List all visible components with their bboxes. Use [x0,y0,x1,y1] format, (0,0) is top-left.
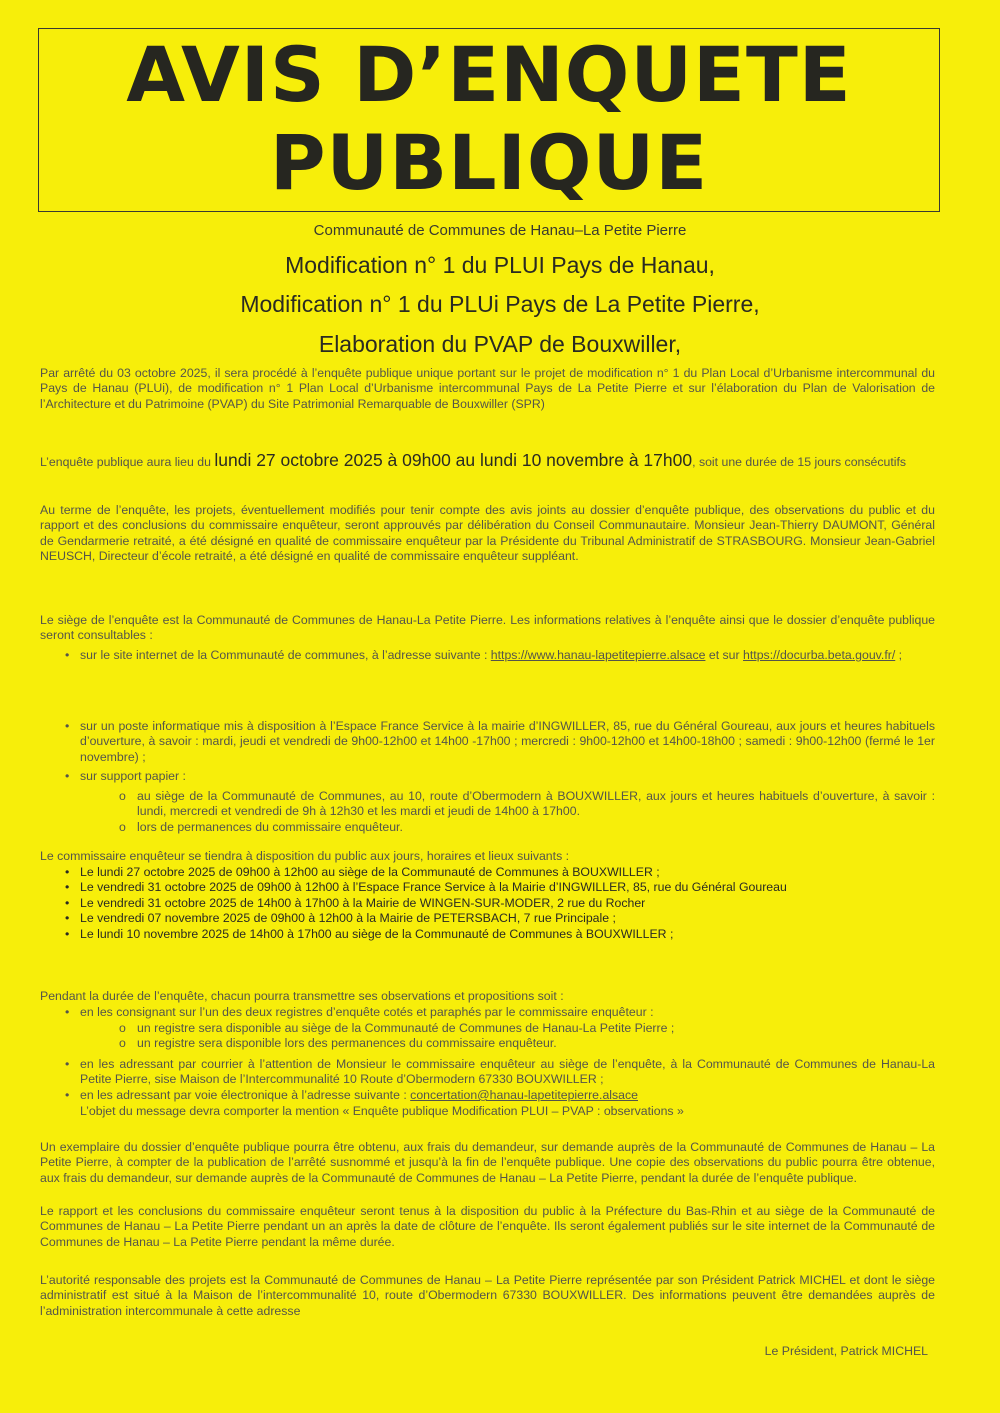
docurba-link[interactable]: https://docurba.beta.gouv.fr/ [743,648,896,662]
bullet-dot: • [65,865,70,879]
list-item [57,865,935,880]
permanence-2: Le vendredi 31 octobre 2025 de 09h00 à 12h00 à l’Espace France Service à la Mairie d’INGWILLER, 85, rue du Général Goureau [80,880,787,895]
subtitle-1: Modification n° 1 du PLUI Pays de Hanau, [285,252,715,278]
papier-sublist [97,789,935,835]
permanence-4: Le vendredi 07 novembre 2025 de 09h00 à 12h00 à la Mairie de PETERSBACH, 7 rue Principale ; [80,911,616,926]
list-item [97,789,935,820]
dates-suffix: , soit une durée de 15 jours consécutifs [692,455,907,469]
observations-registres [57,1005,935,1020]
list-item [57,911,935,926]
bullet-dot: • [65,1005,70,1019]
permanence-3: Le vendredi 31 octobre 2025 de 14h00 à 17h00 à la Mairie de WINGEN-SUR-MODER, 2 rue du Rocher [80,895,646,910]
internet-suffix: ; [895,648,903,662]
list-item [57,769,935,784]
paragraph-arrete: Par arrêté du 03 octobre 2025, il sera procédé à l’enquête publique unique portant sur le projet de modification n° 1 du Plan Local d’Urbanisme intercommunal du Pays de Hanau (PLUi), de modification n° 1 Plan Local d’Urbanisme intercommunal Pays de La Petite Pierre et sur l’élaboration du Plan de Valorisation de l’Architecture et du Patrimoine (PVAP) du Site Patrimonial Remarquable de Bouxwiller (SPR) [40,366,935,411]
list-item [57,719,935,765]
list-item [57,927,935,942]
poste-text: sur un poste informatique mis à disposition à l’Espace France Service à la mairie d’INGWILLER, 85, rue du Général Goureau, aux jours et heures habituels d’ouverture, à savoir : mardi, jeudi et vendredi de 9h00-12h00 et 14h00 -17h00 ; mercredi : 9h00-12h00 et 14h00-18h00 ; samedi : 9h00-12h00 (fermé le 1er novembre) ; [80,719,935,764]
email-prefix: en les adressant par voie électronique à l’adresse suivante : [80,1088,411,1102]
bullet-circle: o [119,819,126,834]
bullet-dot: • [65,719,70,733]
list-item [57,648,935,663]
courrier-text: en les adressant par courrier à l’attention de Monsieur le commissaire enquêteur au siège de l’enquête, à la Communauté de Communes de Hanau-La Petite Pierre, sise Maison de l’Intercommunalité 10 Route d’Obermodern 67330 BOUXWILLER ; [80,1057,935,1087]
list-item [57,1005,935,1020]
paragraph-rapport: Le rapport et les conclusions du commissaire enquêteur seront tenus à la disposition du public à la Préfecture du Bas-Rhin et au siège de la Communauté de Communes de Hanau – La Petite Pierre pendant un an après la date de clôture de l’enquête. Ils seront également publiés sur le site internet de la Communauté de Communes de Hanau – La Petite Pierre pendant la même durée. [40,1204,935,1249]
list-item [97,820,935,835]
website-link[interactable]: https://www.hanau-lapetitepierre.alsace [490,648,706,662]
permanence-1: Le lundi 27 octobre 2025 de 09h00 à 12h00 au siège de la Communauté de Communes à BOUXWILLER ; [80,865,660,879]
permanences-list [57,865,935,942]
bullet-dot: • [65,911,70,926]
email-note: L’objet du message devra comporter la mention « Enquête publique Modification PLUI – PVAP : observations » [80,1104,684,1118]
bullet-dot: • [65,1088,70,1102]
consultation-list-internet [57,648,935,663]
dates-highlight: lundi 27 octobre 2025 à 09h00 au lundi 10 novembre à 17h00 [214,450,693,470]
paragraph-commissaire-intro: Le commissaire enquêteur se tiendra à disposition du public aux jours, horaires et lieux suivants : [40,849,570,863]
registres-sublist [97,1021,935,1052]
observations-courrier [57,1057,935,1088]
bullet-dot: • [65,895,70,910]
bullet-circle: o [119,1036,126,1051]
bullet-dot: • [65,880,70,895]
papier-item-siege: au siège de la Communauté de Communes, au 10, route d’Obermodern à BOUXWILLER, aux jours et heures habituels d’ouverture, à savoir : lundi, mercredi et vendredi de 9h à 12h30 et les mardi et jeudi de 14h00 à 17h00. [137,789,935,819]
paragraph-pendant: Pendant la durée de l’enquête, chacun pourra transmettre ses observations et propositions soit : [40,989,564,1003]
dates-prefix: L’enquête publique aura lieu du [40,455,215,469]
internet-mid: et sur [705,648,744,662]
paragraph-autorite: L’autorité responsable des projets est la Communauté de Communes de Hanau – La Petite Pierre représentée par son Président Patrick MICHEL et dont le siège administratif est situé à la Maison de l’intercommunalité 10, route d’Obermodern 67330 BOUXWILLER. Des informations peuvent être demandées auprès de l’administration intercommunale à cette adresse [40,1273,935,1318]
papier-item-permanences: lors de permanences du commissaire enquêteur. [137,819,403,834]
subtitle-3: Elaboration du PVAP de Bouxwiller, [318,331,682,357]
permanence-5: Le lundi 10 novembre 2025 de 14h00 à 17h00 au siège de la Communauté de Communes à BOUXWILLER ; [80,926,674,941]
registres-text: en les consignant sur l’un des deux registres d’enquête cotés et paraphés par le commissaire enquêteur : [80,1005,654,1019]
paragraph-terme: Au terme de l’enquête, les projets, éventuellement modifiés pour tenir compte des avis joints au dossier d’enquête publique, des observations du public et du rapport et des conclusions du commissaire enquêteur, seront approuvés par délibération du Conseil Communautaire. Monsieur Jean-Thierry DAUMONT, Général de Gendarmerie retraité, a été désigné en qualité de commissaire enquêteur par la Présidente du Tribunal Administratif de STRASBOURG. Monsieur Jean-Gabriel NEUSCH, Directeur d’école retraité, a été désigné en qualité de commissaire enquêteur suppléant. [40,503,935,564]
registre-siege: un registre sera disponible au siège de la Communauté de Communes de Hanau-La Petite Pierre ; [137,1021,675,1035]
bullet-circle: o [119,789,126,803]
email-link[interactable]: concertation@hanau-lapetitepierre.alsace [410,1088,638,1102]
bullet-dot: • [65,926,70,941]
registre-permanences: un registre sera disponible lors des permanences du commissaire enquêteur. [137,1036,557,1051]
list-item [57,896,935,911]
list-item [97,1021,935,1036]
subtitle-2: Modification n° 1 du PLUi Pays de La Petite Pierre, [240,291,760,317]
papier-text: sur support papier : [80,769,186,783]
bullet-dot: • [65,648,70,662]
observations-email [57,1088,935,1103]
bullet-circle: o [119,1021,126,1035]
title-line-1: AVIS D’ENQUETE [126,30,852,119]
signature: Le Président, Patrick MICHEL [764,1344,928,1358]
list-item [97,1036,935,1051]
consultation-list-poste [57,719,935,765]
bullet-dot: • [65,769,70,783]
paragraph-siege: Le siège de l’enquête est la Communauté de Communes de Hanau-La Petite Pierre. Les informations relatives à l’enquête ainsi que le dossier d’enquête publique seront consultables : [40,613,935,643]
list-item [57,1057,935,1088]
organization-name: Communauté de Communes de Hanau–La Petite Pierre [313,222,687,239]
title-box [38,28,940,212]
list-item [57,880,935,895]
internet-prefix: sur le site internet de la Communauté de communes, à l’adresse suivante : [80,648,491,662]
title-line-2: PUBLIQUE [269,118,709,207]
consultation-list-papier [57,769,935,784]
paragraph-dates [40,450,935,470]
bullet-dot: • [65,1057,70,1071]
list-item [57,1088,935,1103]
paragraph-exemplaire: Un exemplaire du dossier d’enquête publique pourra être obtenu, aux frais du demandeur, sur demande auprès de la Communauté de Communes de Hanau – La Petite Pierre, à compter de la publication de l’arrêté susnommé et jusqu’à la fin de l’enquête publique. Une copie des observations du public pourra être obtenue, aux frais du demandeur, sur demande auprès de la Communauté de Communes de Hanau – La Petite Pierre, pendant la durée de l’enquête publique. [40,1140,935,1185]
